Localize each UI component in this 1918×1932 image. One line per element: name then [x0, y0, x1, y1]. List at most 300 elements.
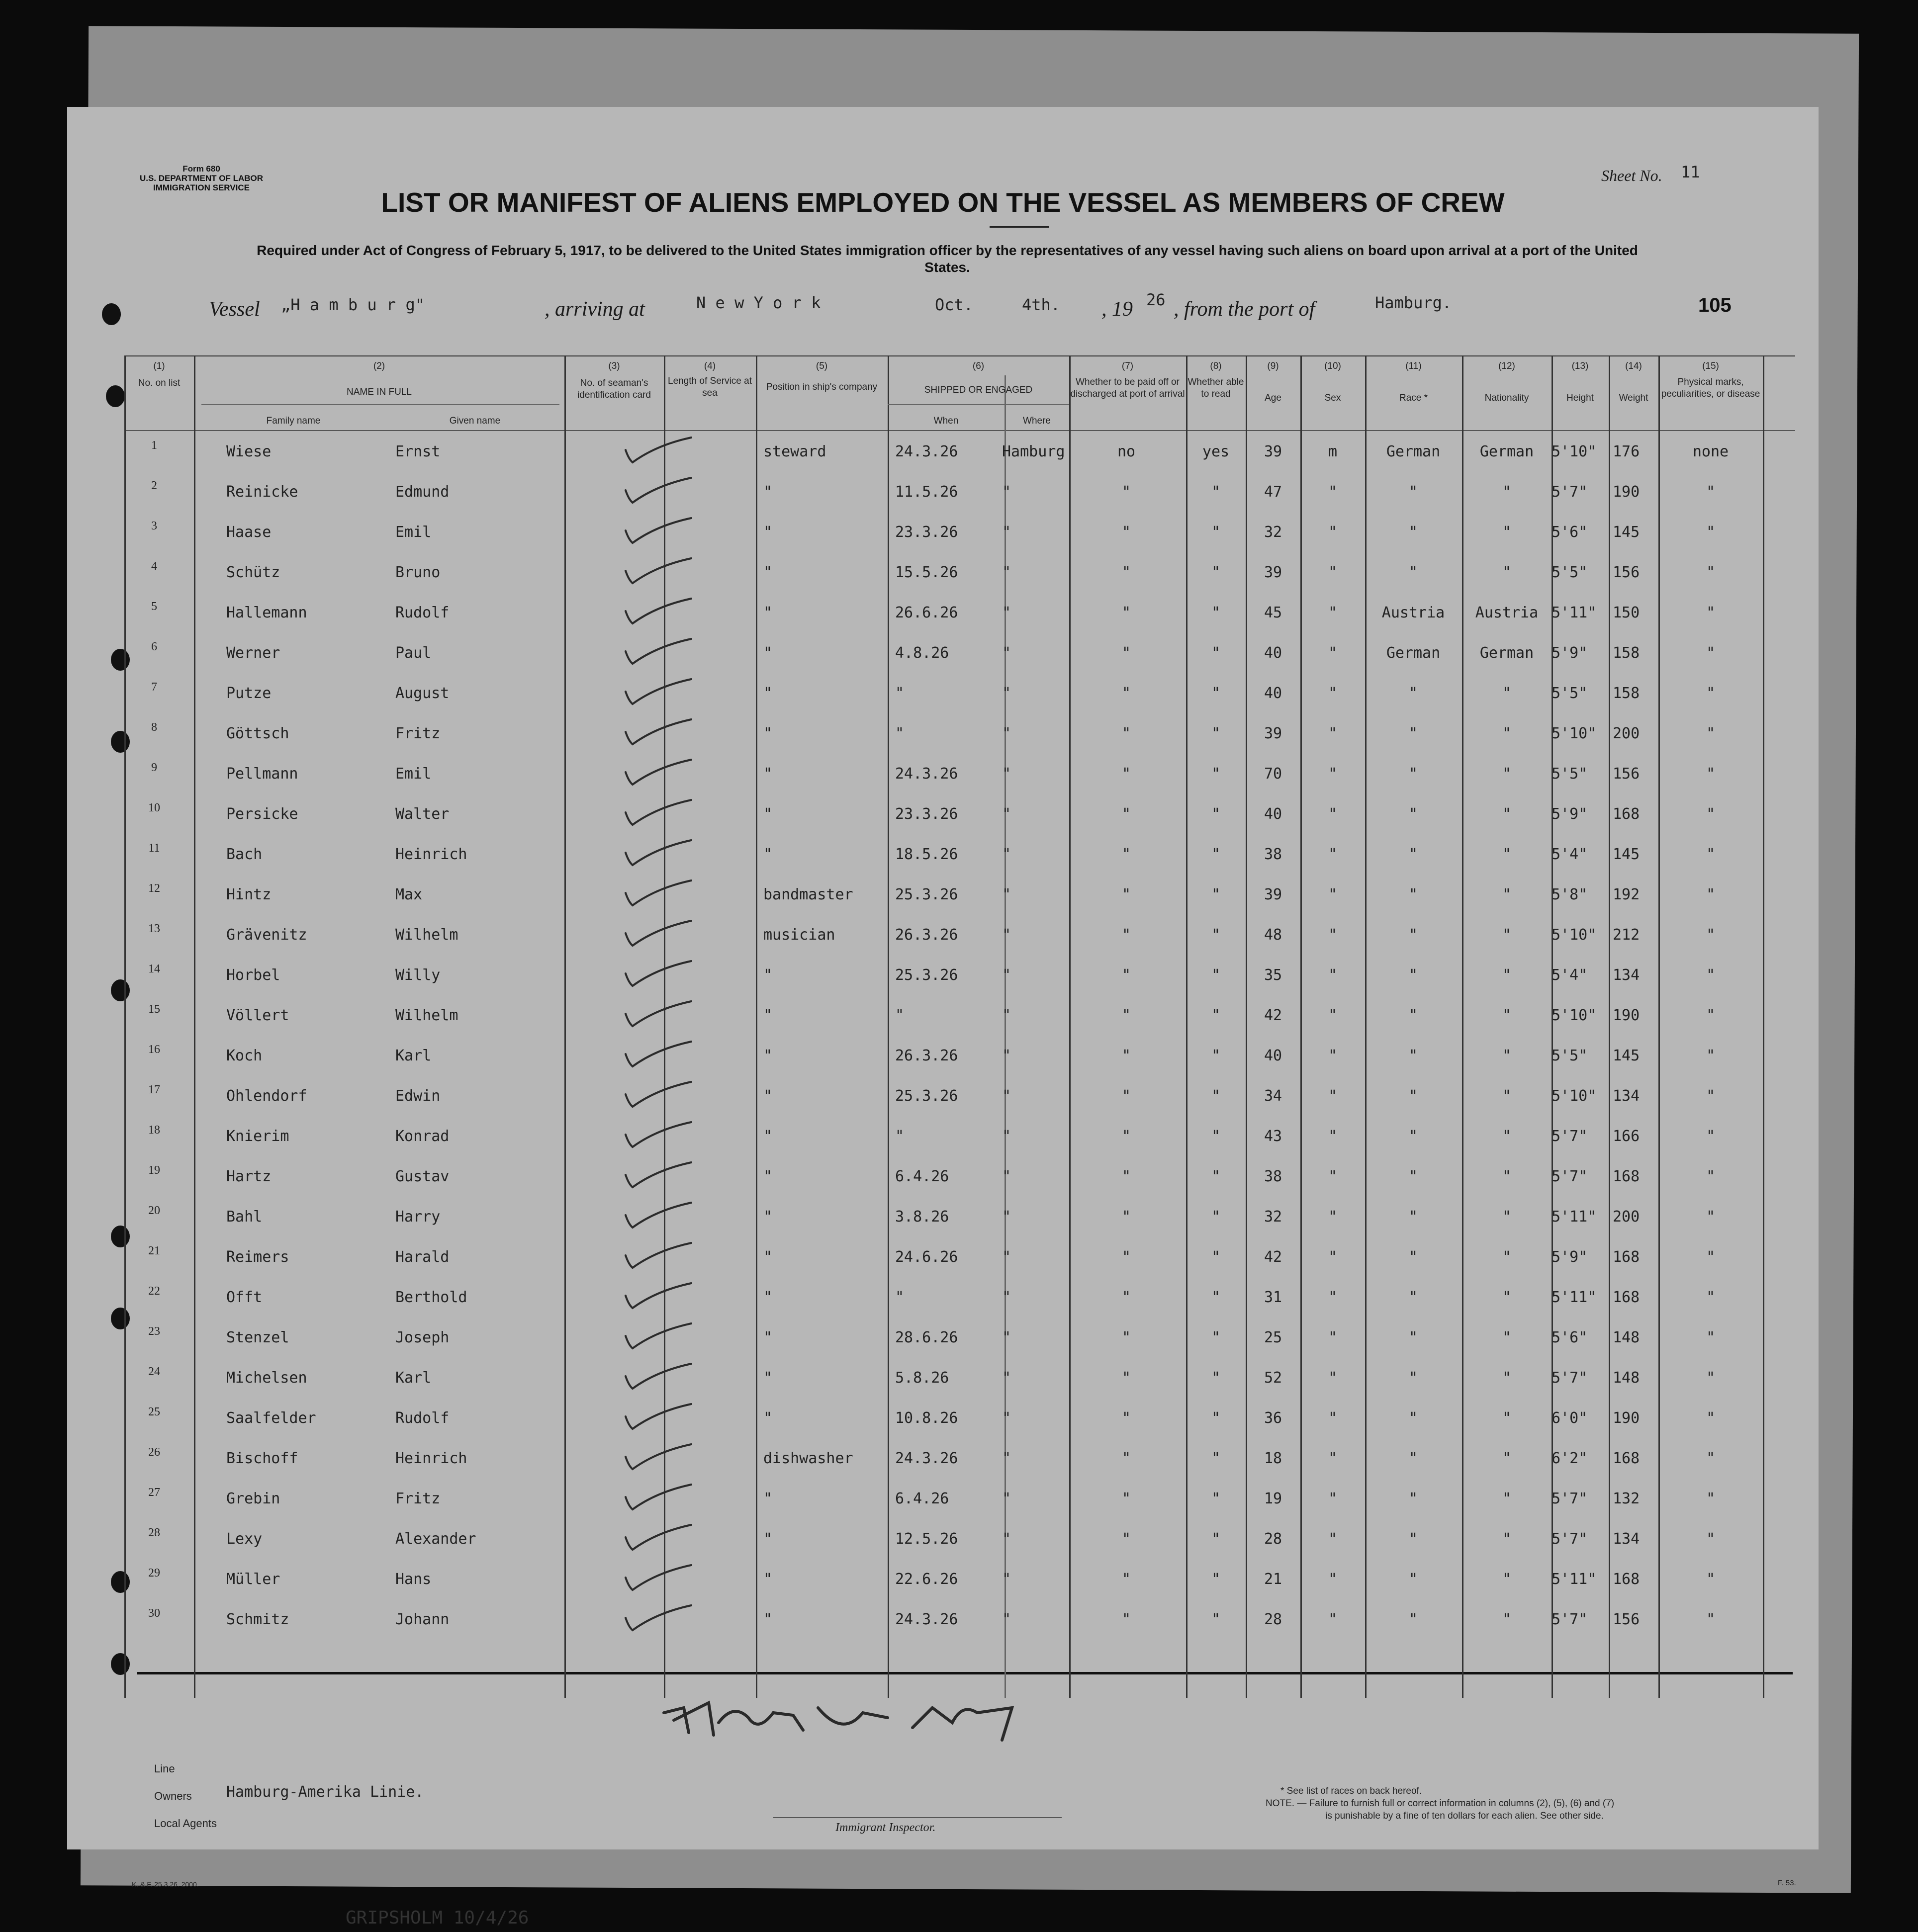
nationality: " [1502, 1289, 1512, 1306]
checkmark-icon [622, 1120, 696, 1154]
given-name: Karl [395, 1047, 432, 1064]
weight: 132 [1613, 1490, 1640, 1507]
inspector-label: Immigrant Inspector. [835, 1821, 936, 1834]
col-marks-heading: (15) Physical marks, peculiarities, or disease [1661, 361, 1760, 399]
checkmark-icon [622, 717, 696, 752]
shipped-when: 24.3.26 [895, 765, 958, 783]
nationality: " [1502, 1530, 1512, 1548]
nationality: " [1502, 564, 1512, 581]
checkmark-icon [622, 1321, 696, 1356]
checkmark-icon [622, 1079, 696, 1114]
shipped-when: 25.3.26 [895, 886, 958, 903]
physical-marks: " [1706, 1369, 1716, 1387]
race: " [1408, 725, 1418, 742]
table-row [67, 516, 1819, 555]
age: 40 [1264, 1047, 1282, 1064]
punch-hole [106, 385, 125, 407]
shipped-when: 24.6.26 [895, 1248, 958, 1266]
height: 5'7" [1552, 1168, 1588, 1185]
position: " [763, 604, 773, 621]
table-row [67, 1522, 1819, 1562]
height: 6'2" [1552, 1450, 1588, 1467]
position: " [763, 1329, 773, 1346]
col-position-heading: (5) Position in ship's company [766, 361, 878, 392]
checkmark-icon [622, 596, 696, 631]
height: 5'4" [1552, 846, 1588, 863]
physical-marks: " [1706, 483, 1716, 501]
shipped-where: " [1002, 805, 1011, 823]
given-name-heading: Given name [449, 416, 501, 426]
race: " [1408, 1571, 1418, 1588]
physical-marks: " [1706, 1329, 1716, 1346]
row-number: 10 [148, 801, 160, 814]
shipped-when: " [895, 685, 905, 702]
given-name: Ernst [395, 443, 441, 460]
shipped-when: 15.5.26 [895, 564, 958, 581]
sex: " [1328, 564, 1338, 581]
nationality: " [1502, 926, 1512, 944]
shipped-where: " [1002, 886, 1011, 903]
physical-marks: " [1706, 1490, 1716, 1507]
row-number: 3 [151, 520, 157, 532]
physical-marks: " [1706, 1128, 1716, 1145]
given-name: Wilhelm [395, 926, 458, 944]
physical-marks: " [1706, 1450, 1716, 1467]
nationality: Austria [1475, 604, 1539, 621]
given-name: Wilhelm [395, 1007, 458, 1024]
family-name: Stenzel [226, 1329, 289, 1346]
shipped-where: " [1002, 564, 1011, 581]
row-number: 1 [151, 439, 157, 452]
table-row [67, 1402, 1819, 1441]
table-row [67, 1079, 1819, 1119]
paid-off: " [1121, 1087, 1131, 1105]
col-no-heading: (1) No. on list [138, 361, 181, 388]
nationality: " [1502, 1007, 1512, 1024]
table-row [67, 1200, 1819, 1240]
physical-marks: " [1706, 1611, 1716, 1628]
able-to-read: " [1211, 886, 1221, 903]
shipped-when: 24.3.26 [895, 1611, 958, 1628]
physical-marks: " [1706, 805, 1716, 823]
shipped-where: " [1002, 1248, 1011, 1266]
nationality: " [1502, 1208, 1512, 1226]
nationality: " [1502, 1329, 1512, 1346]
physical-marks: " [1706, 524, 1716, 541]
arriving-label: , arriving at [545, 298, 645, 321]
able-to-read: " [1211, 1571, 1221, 1588]
col-nationality-heading: (12) Nationality [1484, 361, 1529, 403]
position: " [763, 846, 773, 863]
shipped-when: 25.3.26 [895, 966, 958, 984]
family-name: Grebin [226, 1490, 280, 1507]
race: " [1408, 1490, 1418, 1507]
checkmark-icon [622, 878, 696, 913]
height: 5'11" [1552, 1208, 1597, 1226]
table-row [67, 1563, 1819, 1602]
table-row [67, 1603, 1819, 1643]
sex: " [1328, 1047, 1338, 1064]
arrival-port: N e w Y o r k [696, 293, 821, 312]
paid-off: " [1121, 685, 1131, 702]
height: 5'10" [1552, 1087, 1597, 1105]
weight: 168 [1613, 1450, 1640, 1467]
local-agents-label: Local Agents [154, 1817, 217, 1830]
checkmark-icon [622, 636, 696, 671]
nationality: " [1502, 725, 1512, 742]
row-number: 30 [148, 1607, 160, 1620]
table-row [67, 636, 1819, 676]
physical-marks: " [1706, 765, 1716, 783]
age: 25 [1264, 1329, 1282, 1346]
race: " [1408, 765, 1418, 783]
page-subtitle: Required under Act of Congress of February 5, 1917, to be delivered to the United States immigration officer by the representatives of any vessel having such aliens on board upon arrival at a port of the United States. [257, 243, 1638, 275]
height: 5'9" [1552, 805, 1588, 823]
shipped-where: " [1002, 644, 1011, 662]
race: " [1408, 564, 1418, 581]
weight: 158 [1613, 685, 1640, 702]
inspector-signature [654, 1693, 1032, 1748]
sex: " [1328, 1611, 1338, 1628]
from-port-label: , from the port of [1174, 298, 1315, 321]
weight: 176 [1613, 443, 1640, 460]
height: 5'7" [1552, 1369, 1588, 1387]
sex: " [1328, 926, 1338, 944]
shipped-where: " [1002, 1007, 1011, 1024]
weight: 168 [1613, 1248, 1640, 1266]
checkmark-icon [622, 1281, 696, 1316]
age: 34 [1264, 1087, 1282, 1105]
checkmark-icon [622, 999, 696, 1034]
checkmark-icon [622, 1522, 696, 1557]
row-number: 15 [148, 1003, 160, 1016]
given-name: Hans [395, 1571, 432, 1588]
age: 19 [1264, 1490, 1282, 1507]
paid-off: " [1121, 524, 1131, 541]
weight: 134 [1613, 1087, 1640, 1105]
physical-marks: " [1706, 926, 1716, 944]
height: 5'10" [1552, 926, 1597, 944]
shipped-where: " [1002, 1289, 1011, 1306]
race: " [1408, 1128, 1418, 1145]
col-paid-off-heading: (7) Whether to be paid off or discharged at port of arrival [1070, 361, 1185, 399]
race: " [1408, 1208, 1418, 1226]
shipped-when: 26.3.26 [895, 1047, 958, 1064]
shipped-when: " [895, 1007, 905, 1024]
col-read-heading: (8) Whether able to read [1187, 361, 1244, 399]
table-end-rule [137, 1672, 1793, 1674]
sex: " [1328, 1168, 1338, 1185]
weight: 158 [1613, 644, 1640, 662]
physical-marks: " [1706, 1248, 1716, 1266]
sex: " [1328, 1248, 1338, 1266]
table-row [67, 959, 1819, 998]
nationality: " [1502, 886, 1512, 903]
form-code: F. 53. [1778, 1879, 1796, 1887]
family-name: Persicke [226, 805, 298, 823]
weight: 148 [1613, 1369, 1640, 1387]
vessel-name: „H a m b u r g" [281, 295, 425, 314]
position: " [763, 1490, 773, 1507]
paid-off: " [1121, 483, 1131, 501]
paid-off: " [1121, 1329, 1131, 1346]
family-name: Wiese [226, 443, 272, 460]
height: 5'7" [1552, 483, 1588, 501]
paid-off: " [1121, 966, 1131, 984]
checkmark-icon [622, 1200, 696, 1235]
col-age-heading: (9) Age [1265, 361, 1281, 403]
table-row [67, 878, 1819, 918]
nationality: " [1502, 685, 1512, 702]
sex: " [1328, 1369, 1338, 1387]
nationality: " [1502, 1369, 1512, 1387]
family-name: Reinicke [226, 483, 298, 501]
given-name: Fritz [395, 1490, 441, 1507]
given-name: Heinrich [395, 846, 467, 863]
family-name-heading: Family name [266, 416, 321, 426]
position: " [763, 1168, 773, 1185]
checkmark-icon [622, 1563, 696, 1597]
family-name: Hintz [226, 886, 272, 903]
height: 5'7" [1552, 1490, 1588, 1507]
race: " [1408, 1289, 1418, 1306]
punch-hole [111, 1653, 130, 1675]
height: 5'8" [1552, 886, 1588, 903]
sex: " [1328, 644, 1338, 662]
paid-off: " [1121, 805, 1131, 823]
checkmark-icon [622, 475, 696, 510]
owners-label: Owners [154, 1790, 192, 1802]
nationality: " [1502, 1248, 1512, 1266]
arrival-year: 26 [1146, 290, 1166, 309]
sex: " [1328, 1329, 1338, 1346]
manifest-page [67, 107, 1819, 1928]
weight: 156 [1613, 1611, 1640, 1628]
able-to-read: " [1211, 1128, 1221, 1145]
shipped-when: 22.6.26 [895, 1571, 958, 1588]
shipped-when-heading: When [933, 416, 959, 426]
weight: 145 [1613, 846, 1640, 863]
position: " [763, 1128, 773, 1145]
sex: " [1328, 1087, 1338, 1105]
row-number: 4 [151, 560, 157, 573]
height: 5'10" [1552, 1007, 1597, 1024]
age: 28 [1264, 1530, 1282, 1548]
family-name: Reimers [226, 1248, 289, 1266]
weight: 134 [1613, 966, 1640, 984]
able-to-read: " [1211, 1490, 1221, 1507]
able-to-read: yes [1202, 443, 1230, 460]
nationality: " [1502, 1128, 1512, 1145]
family-name: Michelsen [226, 1369, 307, 1387]
height: 5'5" [1552, 685, 1588, 702]
height: 5'10" [1552, 443, 1597, 460]
table-row [67, 1442, 1819, 1482]
race: " [1408, 1168, 1418, 1185]
given-name: Edmund [395, 483, 450, 501]
family-name: Koch [226, 1047, 263, 1064]
paid-off: " [1121, 564, 1131, 581]
family-name: Offt [226, 1289, 263, 1306]
paid-off: " [1121, 1611, 1131, 1628]
paid-off: " [1121, 765, 1131, 783]
race: " [1408, 886, 1418, 903]
height: 5'6" [1552, 1329, 1588, 1346]
weight: 190 [1613, 1007, 1640, 1024]
shipped-when: 5.8.26 [895, 1369, 949, 1387]
position: dishwasher [763, 1450, 853, 1467]
footnote-races: * See list of races on back hereof. [1280, 1786, 1422, 1796]
able-to-read: " [1211, 1208, 1221, 1226]
table-row [67, 797, 1819, 837]
physical-marks: " [1706, 1047, 1716, 1064]
page-number: 105 [1698, 294, 1732, 316]
weight: 134 [1613, 1530, 1640, 1548]
shipped-when: 25.3.26 [895, 1087, 958, 1105]
family-name: Werner [226, 644, 280, 662]
sex: " [1328, 805, 1338, 823]
row-number: 26 [148, 1446, 160, 1459]
age: 28 [1264, 1611, 1282, 1628]
shipped-when: 23.3.26 [895, 524, 958, 541]
sex: " [1328, 886, 1338, 903]
checkmark-icon [622, 1361, 696, 1396]
able-to-read: " [1211, 1007, 1221, 1024]
physical-marks: " [1706, 1571, 1716, 1588]
sex: " [1328, 725, 1338, 742]
shipped-where: " [1002, 1087, 1011, 1105]
weight: 168 [1613, 1168, 1640, 1185]
row-number: 13 [148, 922, 160, 935]
physical-marks: " [1706, 886, 1716, 903]
shipped-where: " [1002, 926, 1011, 944]
shipped-where: " [1002, 765, 1011, 783]
table-top-rule [124, 355, 1795, 356]
nationality: " [1502, 1409, 1512, 1427]
age: 40 [1264, 805, 1282, 823]
row-number: 12 [148, 882, 160, 895]
given-name: Bruno [395, 564, 441, 581]
age: 40 [1264, 685, 1282, 702]
race: " [1408, 1369, 1418, 1387]
shipped-when: 26.6.26 [895, 604, 958, 621]
family-name: Knierim [226, 1128, 289, 1145]
page-title: LIST OR MANIFEST OF ALIENS EMPLOYED ON THE VESSEL AS MEMBERS OF CREW [381, 187, 1505, 218]
col-sex-heading: (10) Sex [1324, 361, 1341, 403]
checkmark-icon [622, 1039, 696, 1074]
shipped-subrule [888, 404, 1069, 405]
shipped-when: 24.3.26 [895, 1450, 958, 1467]
nationality: " [1502, 1087, 1512, 1105]
weight: 156 [1613, 564, 1640, 581]
shipped-when: 23.3.26 [895, 805, 958, 823]
given-name: Paul [395, 644, 432, 662]
able-to-read: " [1211, 1329, 1221, 1346]
race: German [1386, 443, 1441, 460]
weight: 166 [1613, 1128, 1640, 1145]
height: 5'11" [1552, 604, 1597, 621]
shipped-where: " [1002, 1047, 1011, 1064]
able-to-read: " [1211, 604, 1221, 621]
shipped-when: 12.5.26 [895, 1530, 958, 1548]
family-name: Bischoff [226, 1450, 298, 1467]
form-reference: Form 680 U.S. DEPARTMENT OF LABOR IMMIGRATION SERVICE [139, 164, 264, 192]
physical-marks: " [1706, 1530, 1716, 1548]
family-name: Völlert [226, 1007, 289, 1024]
physical-marks: " [1706, 846, 1716, 863]
age: 45 [1264, 604, 1282, 621]
table-row [67, 1321, 1819, 1361]
nationality: German [1479, 644, 1534, 662]
row-number: 24 [148, 1365, 160, 1378]
position: " [763, 1208, 773, 1226]
col-shipped-heading: (6) SHIPPED OR ENGAGED [924, 361, 1033, 395]
checkmark-icon [622, 677, 696, 711]
family-name: Saalfelder [226, 1409, 316, 1427]
position: " [763, 1409, 773, 1427]
shipped-when: " [895, 1289, 905, 1306]
given-name: Harry [395, 1208, 441, 1226]
age: 18 [1264, 1450, 1282, 1467]
given-name: Walter [395, 805, 450, 823]
col-name-heading: (2) NAME IN FULL [347, 361, 412, 397]
age: 36 [1264, 1409, 1282, 1427]
paid-off: " [1121, 604, 1131, 621]
shipped-where: " [1002, 524, 1011, 541]
paid-off: " [1121, 1571, 1131, 1588]
able-to-read: " [1211, 685, 1221, 702]
position: " [763, 1571, 773, 1588]
shipped-where: " [1002, 483, 1011, 501]
age: 39 [1264, 443, 1282, 460]
row-number: 6 [151, 640, 157, 653]
shipped-where: " [1002, 1409, 1011, 1427]
nationality: " [1502, 483, 1512, 501]
able-to-read: " [1211, 644, 1221, 662]
age: 32 [1264, 524, 1282, 541]
table-row [67, 918, 1819, 958]
physical-marks: " [1706, 604, 1716, 621]
table-row [67, 475, 1819, 515]
physical-marks: " [1706, 966, 1716, 984]
paid-off: " [1121, 926, 1131, 944]
checkmark-icon [622, 1482, 696, 1517]
family-name: Ohlendorf [226, 1087, 307, 1105]
family-name: Hallemann [226, 604, 307, 621]
table-row [67, 717, 1819, 757]
given-name: Johann [395, 1611, 450, 1628]
race: " [1408, 1450, 1418, 1467]
shipped-when: 6.4.26 [895, 1490, 949, 1507]
age: 48 [1264, 926, 1282, 944]
physical-marks: " [1706, 564, 1716, 581]
position: " [763, 1007, 773, 1024]
row-number: 9 [151, 761, 157, 774]
family-name: Lexy [226, 1530, 263, 1548]
family-name: Schütz [226, 564, 280, 581]
name-subrule [201, 404, 559, 405]
race: " [1408, 1329, 1418, 1346]
race: " [1408, 1409, 1418, 1427]
position: " [763, 483, 773, 501]
position: " [763, 966, 773, 984]
shipped-when: 24.3.26 [895, 443, 958, 460]
table-row [67, 757, 1819, 797]
shipped-when: 11.5.26 [895, 483, 958, 501]
position: bandmaster [763, 886, 853, 903]
shipped-where: " [1002, 725, 1011, 742]
given-name: Joseph [395, 1329, 450, 1346]
